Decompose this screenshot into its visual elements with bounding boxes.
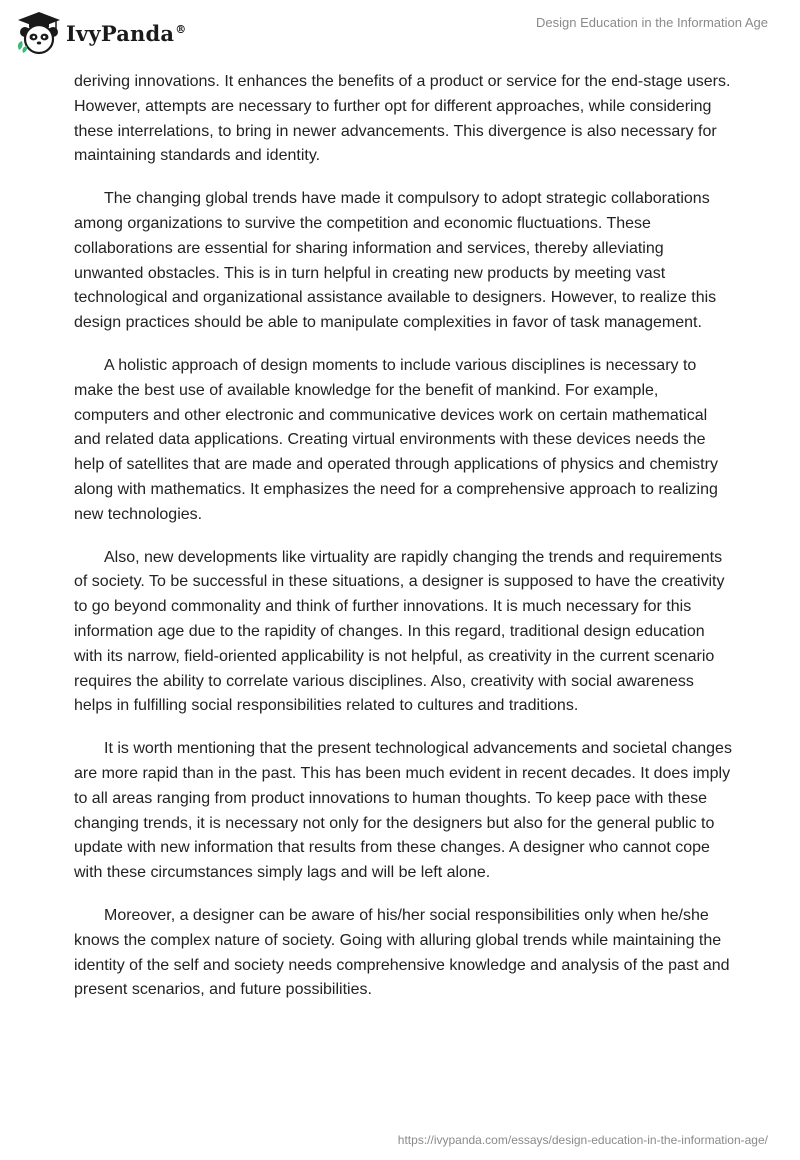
paragraph-5: It is worth mentioning that the present technological advancements and societal changes are more rapid than in the past. This has been much evident in recent decades. It does imply to all areas ranging from product innovations to human thoughts. To keep pace with these changing trends, it is necessary not only for the designers but also for the general public to update with new information that results from these changes. A designer who cannot cope with these circumstances simply lags and will be left alone. [74,740,732,882]
brand-name-text: IvyPanda [66,20,175,46]
source-url[interactable]: https://ivypanda.com/essays/design-education-in-the-information-age/ [397,1133,768,1147]
brand-name [66,21,186,46]
panda-graduate-icon [16,10,62,56]
paragraph-6: Moreover, a designer can be aware of his/her social responsibilities only when he/she knows the complex nature of society. Going with alluring global trends while maintaining the identity of the self and society needs comprehensive knowledge and analysis of the past and present scenarios, and future possibilities. [74,906,730,999]
paragraph-4: Also, new developments like virtuality are rapidly changing the trends and requirements of society. To be successful in these situations, a designer is supposed to have the creativity to go beyond commonality and think of further innovations. It is much necessary for this information age due to the rapidity of changes. In this regard, traditional design education with its narrow, field-oriented applicability is not helpful, as creativity in the current scenario requires the ability to correlate various disciplines. Also, creativity with social awareness helps in fulfilling social responsibilities related to cultures and traditions. [74,548,725,715]
paragraph-3: A holistic approach of design moments to include various disciplines is necessary to make the best use of available knowledge for the benefit of mankind. For example, computers and other electronic and communicative devices work on certain mathematical and related data applications. Creating virtual environments with these devices needs the help of satellites that are made and operated through applications of physics and chemistry along with mathematics. It emphasizes the need for a comprehensive approach to realizing new technologies. [74,356,718,523]
registered-mark: ® [175,22,187,36]
paragraph-1: deriving innovations. It enhances the benefits of a product or service for the end-stage users. However, attempts are necessary to further opt for different approaches, while considering these interrelations, to bring in newer advancements. This divergence is also necessary for maintaining standards and identity. [74,73,731,165]
document-title: Design Education in the Information Age [536,15,768,30]
essay-body [74,70,734,1021]
paragraph-2: The changing global trends have made it compulsory to adopt strategic collaborations among organizations to survive the competition and economic fluctuations. These collaborations are essential for sharing information and services, thereby alleviating unwanted obstacles. This is in turn helpful in creating new products by meeting vast technological and organizational assistance available to designers. However, to realize this design practices should be able to manipulate complexities in favor of task management. [74,190,717,332]
page-header [0,0,800,70]
ivypanda-logo[interactable] [16,10,186,56]
